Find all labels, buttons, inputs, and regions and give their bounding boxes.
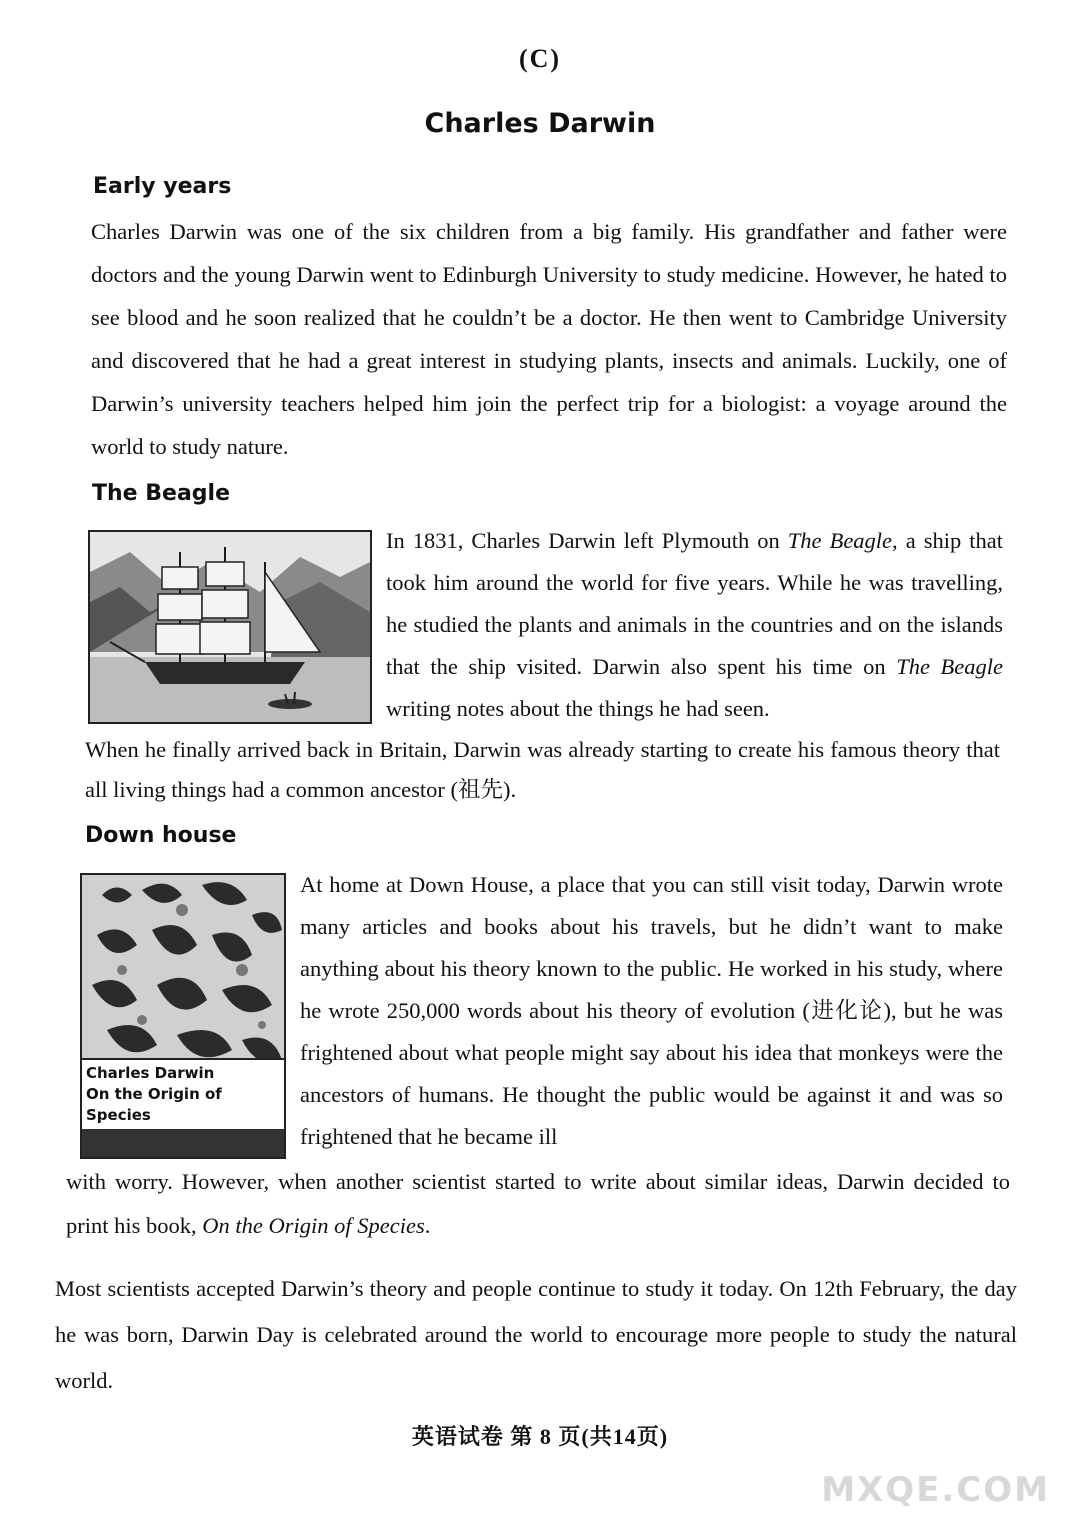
page-title: Charles Darwin [424, 108, 656, 139]
beagle-text-3: writing notes about the things he had seen. [386, 696, 770, 721]
beagle-text-2: a ship that took him around the world for five years. While he was travelling, he studied the plants and animals in the countries and on the islands that the ship visited. Darwin also spent his time on [386, 528, 1003, 679]
down-house-continuation-2: . [424, 1213, 431, 1238]
book-cover-moth-strip [82, 1129, 284, 1157]
paragraph-beagle [386, 520, 1003, 730]
down-house-continuation-1: with worry. However, when another scientist started to write about similar ideas, Darwin decided to print his book, [66, 1169, 1010, 1238]
heading-the-beagle: The Beagle [92, 481, 230, 506]
book-caption [82, 1058, 284, 1129]
paragraph-down-house-continuation [66, 1160, 1010, 1248]
book-title: On the Origin of Species [202, 1213, 425, 1238]
beagle-text-1: In 1831, Charles Darwin left Plymouth on [386, 528, 788, 553]
book-caption-title: On the Origin of Species [86, 1085, 222, 1124]
book-caption-author: Charles Darwin [86, 1064, 215, 1082]
page-footer: 英语试卷 第 8 页(共14页) [411, 1424, 669, 1449]
watermark: MXQE.COM [821, 1470, 1050, 1510]
paragraph-early-years: Charles Darwin was one of the six children from a big family. His grandfather and father were doctors and the young Darwin went to Edinburgh University to study medicine. However, he hated to see blood and he soon realized that he couldn’t be a doctor. He then went to Cambridge University and discovered that he had a great interest in studying plants, insects and animals. Luckily, one of Darwin’s university teachers helped him join the perfect trip for a biologist: a voyage around the world to study nature. [91, 219, 1007, 459]
beagle-ship-illustration [88, 530, 372, 724]
paragraph-beagle-continuation: When he finally arrived back in Britain, Darwin was already starting to create his famous theory that all living things had a common ancestor (祖先). [85, 737, 1000, 802]
ship-name-1: The Beagle, [787, 528, 898, 553]
paragraph-down-house: At home at Down House, a place that you can still visit today, Darwin wrote many articles and books about his travels, but he didn’t want to make anything about his theory known to the public. He worked in his study, where he wrote 250,000 words about his theory of evolution (进化论), but he was frightened about what people might say about his idea that monkeys were the ancestors of humans. He thought the public would be against it and was so frightened that he became ill [300, 872, 1003, 1149]
heading-early-years: Early years [93, 174, 232, 199]
paragraph-closing: Most scientists accepted Darwin’s theory and people continue to study it today. On 12th February, the day he was born, Darwin Day is celebrated around the world to encourage more people to study the natural world. [55, 1276, 1017, 1393]
origin-of-species-book-cover [80, 873, 286, 1159]
heading-down-house: Down house [85, 823, 237, 848]
section-label: (C) [518, 44, 562, 73]
ship-name-2: The Beagle [896, 654, 1003, 679]
